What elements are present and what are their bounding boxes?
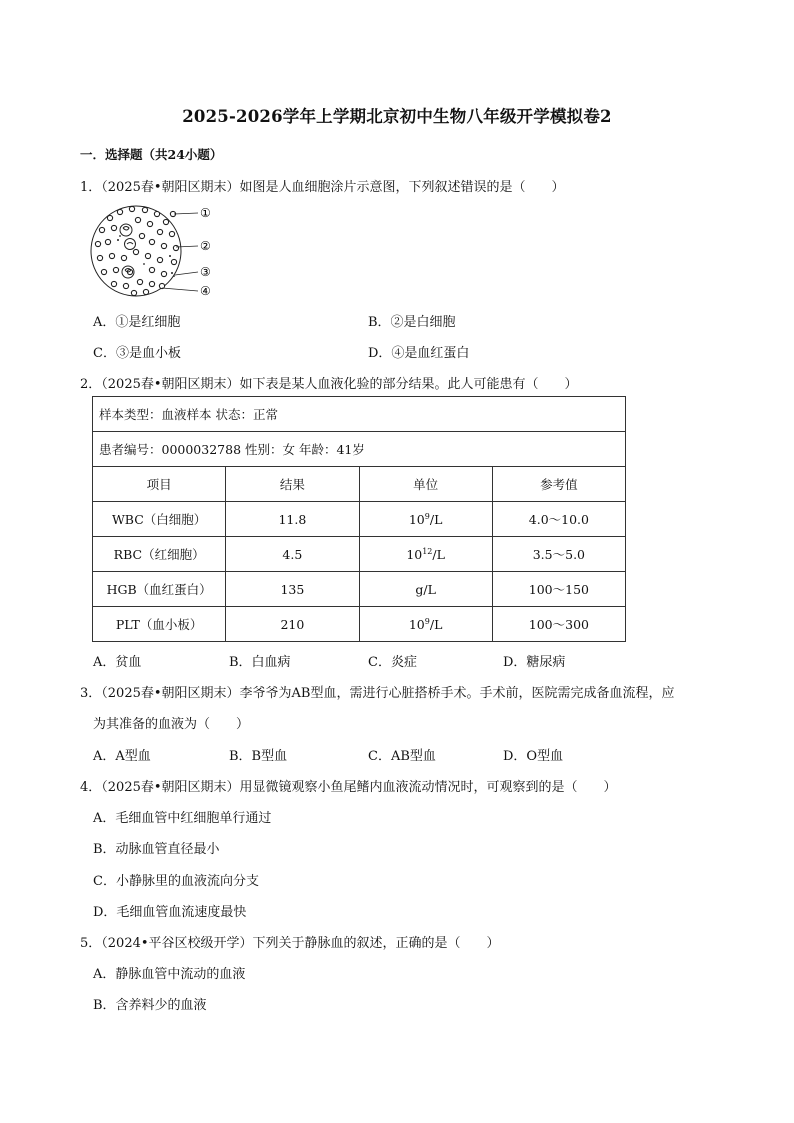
question-3-stem-cont: 为其准备的血液为（ ） xyxy=(93,717,250,732)
cell-ref: 100～300 xyxy=(492,607,625,642)
q2-option-c[interactable]: C．炎症 xyxy=(368,655,417,670)
red-blood-cells xyxy=(95,206,178,295)
table-info-patient: 患者编号：0000032788 性别：女 年龄：41岁 xyxy=(93,432,626,467)
q1-option-d[interactable]: D．④是血红蛋白 xyxy=(368,346,470,361)
page-title: 2025-2026学年上学期北京初中生物八年级开学模拟卷2 xyxy=(182,107,612,126)
blood-test-table xyxy=(92,396,626,642)
q1-option-c[interactable]: C．③是血小板 xyxy=(93,346,181,361)
cell-item: WBC（白细胞） xyxy=(93,502,226,537)
cell-result: 11.8 xyxy=(226,502,359,537)
q4-option-d[interactable]: D．毛细血管血流速度最快 xyxy=(93,905,247,920)
q1-option-b[interactable]: B．②是白细胞 xyxy=(368,315,456,330)
q5-option-a[interactable]: A．静脉血管中流动的血液 xyxy=(93,967,246,982)
cell-ref: 4.0～10.0 xyxy=(492,502,625,537)
q4-option-b[interactable]: B．动脉血管直径最小 xyxy=(93,842,220,857)
table-row xyxy=(93,572,626,607)
cell-item: PLT（血小板） xyxy=(93,607,226,642)
question-5-stem: 5．（2024•平谷区校级开学）下列关于静脉血的叙述，正确的是（ ） xyxy=(80,936,500,951)
cell-result: 210 xyxy=(226,607,359,642)
cell-unit: $10^9/L$ xyxy=(359,607,492,642)
table-header: 结果 xyxy=(226,467,359,502)
table-header: 项目 xyxy=(93,467,226,502)
label-1: ① xyxy=(200,206,211,220)
table-header-row xyxy=(93,467,626,502)
q5-option-b[interactable]: B．含养料少的血液 xyxy=(93,998,207,1013)
blood-smear-diagram xyxy=(90,200,230,305)
cell-ref: 3.5～5.0 xyxy=(492,537,625,572)
cell-item: RBC（红细胞） xyxy=(93,537,226,572)
question-4-stem: 4．（2025春•朝阳区期末）用显微镜观察小鱼尾鳍内血液流动情况时，可观察到的是（ ） xyxy=(80,780,617,795)
cell-unit: $10^{12}/L$ xyxy=(359,537,492,572)
section-heading: 一．选择题（共24小题） xyxy=(80,147,223,162)
q1-option-a[interactable]: A．①是红细胞 xyxy=(93,315,181,330)
label-3: ③ xyxy=(200,265,211,279)
cell-ref: 100～150 xyxy=(492,572,625,607)
table-row xyxy=(93,502,626,537)
label-2: ② xyxy=(200,239,211,253)
label-4: ④ xyxy=(200,284,211,298)
q3-option-a[interactable]: A．A型血 xyxy=(93,749,151,764)
q3-option-c[interactable]: C．AB型血 xyxy=(368,749,436,764)
q3-option-b[interactable]: B．B型血 xyxy=(229,749,288,764)
cell-item: HGB（血红蛋白） xyxy=(93,572,226,607)
cell-unit: $10^9/L$ xyxy=(359,502,492,537)
question-3-stem: 3．（2025春•朝阳区期末）李爷爷为AB型血，需进行心脏搭桥手术。手术前，医院需完成备血流程，应 xyxy=(80,686,675,701)
table-row xyxy=(93,537,626,572)
q2-option-a[interactable]: A．贫血 xyxy=(93,655,142,670)
cell-result: 4.5 xyxy=(226,537,359,572)
question-1-stem: 1．（2025春•朝阳区期末）如图是人血细胞涂片示意图，下列叙述错误的是（ ） xyxy=(80,180,565,195)
q2-option-d[interactable]: D．糖尿病 xyxy=(503,655,566,670)
table-header: 参考值 xyxy=(492,467,625,502)
table-row xyxy=(93,607,626,642)
question-2-stem: 2．（2025春•朝阳区期末）如下表是某人血液化验的部分结果。此人可能患有（ ） xyxy=(80,377,578,392)
table-info-sample: 样本类型：血液样本 状态：正常 xyxy=(93,397,626,432)
cell-result: 135 xyxy=(226,572,359,607)
q2-option-b[interactable]: B．白血病 xyxy=(229,655,291,670)
q4-option-a[interactable]: A．毛细血管中红细胞单行通过 xyxy=(93,811,272,826)
q3-option-d[interactable]: D．O型血 xyxy=(503,749,564,764)
table-header: 单位 xyxy=(359,467,492,502)
cell-unit: g/L xyxy=(359,572,492,607)
q4-option-c[interactable]: C．小静脉里的血液流向分支 xyxy=(93,874,259,889)
